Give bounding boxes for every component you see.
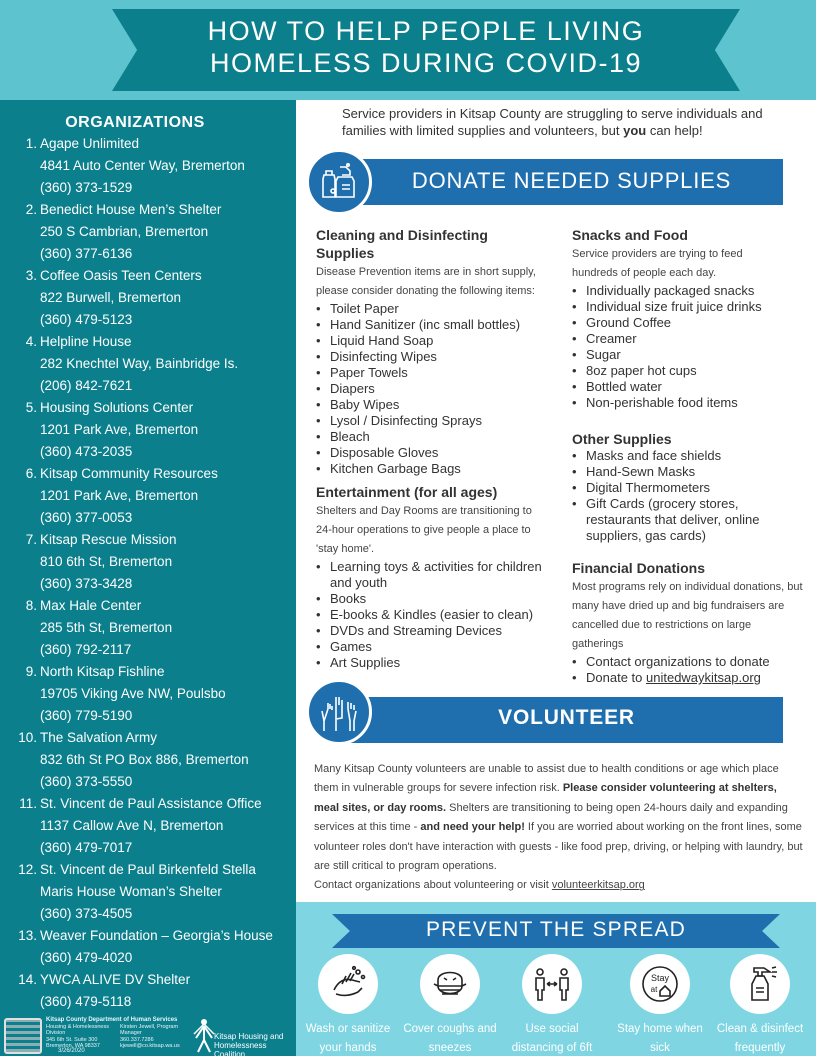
organization-address: 822 Burwell, Bremerton xyxy=(40,290,182,305)
cleaning-desc: Disease Prevention items are in short supply, please consider donating the following items: xyxy=(316,266,536,297)
list-item: • Hand-Sewn Masks xyxy=(572,464,804,480)
tip-label-line-1: Clean & disinfect xyxy=(716,1023,804,1035)
organization-phone: (360) 792-2117 xyxy=(40,642,132,657)
organization-item xyxy=(0,925,296,969)
list-item: • Gift Cards (grocery stores, restaurants that deliver, online suppliers, gas cards) xyxy=(572,496,804,544)
dept-line-2: 345 6th St. Suite 300 xyxy=(46,1036,98,1043)
tip-label-line-2: distancing of 6ft xyxy=(511,1042,593,1054)
cleaning-supplies-icon xyxy=(306,149,372,215)
organization-item xyxy=(0,199,296,265)
volunteer-p1: Many Kitsap County volunteers are unable to assist due to health conditions or age which place them in vulnerable groups for severe infection risk. xyxy=(314,763,779,795)
organization-number: 8. xyxy=(25,598,37,613)
tip-label-line-2: frequently xyxy=(734,1042,786,1054)
list-item: • Hand Sanitizer (inc small bottles) xyxy=(316,317,560,333)
tip-wash-hands xyxy=(298,954,398,1056)
organization-number: 13. xyxy=(18,928,37,943)
entertainment-desc: Shelters and Day Rooms are transitioning to 24-hour operations to give people a place to 'stay home'. xyxy=(316,505,532,555)
tip-label xyxy=(502,1020,602,1056)
organizations-heading: ORGANIZATIONS xyxy=(65,114,205,131)
list-item: • Disposable Gloves xyxy=(316,445,560,461)
snacks-items-list xyxy=(572,283,804,411)
organization-phone: (360) 779-5190 xyxy=(40,708,133,723)
tip-label xyxy=(400,1020,500,1056)
organization-address: 4841 Auto Center Way, Bremerton xyxy=(40,158,245,173)
stay-at-home-icon xyxy=(630,954,690,1014)
coalition-logo xyxy=(190,1016,296,1056)
organizations-list xyxy=(0,133,296,1013)
tip-label xyxy=(298,1020,398,1056)
cough-mask-icon xyxy=(420,954,480,1014)
entertainment-items-list xyxy=(316,559,560,671)
organization-phone: (206) 842-7621 xyxy=(40,378,133,393)
organization-name: YWCA ALIVE DV Shelter xyxy=(40,972,191,987)
flyer-date: 3/26/2020 xyxy=(58,1048,85,1054)
list-item: • E-books & Kindles (easier to clean) xyxy=(316,607,560,623)
organization-address: 250 S Cambrian, Bremerton xyxy=(40,224,209,239)
financial-items-list xyxy=(572,654,804,686)
page-title xyxy=(112,15,740,79)
organization-item xyxy=(0,331,296,397)
financial-desc: Most programs rely on individual donations, but many have dried up and big fundraisers are cancelled due to restrictions on large gatherings xyxy=(572,581,803,650)
list-item: • Bottled water xyxy=(572,379,804,395)
hand-washing-icon xyxy=(318,954,378,1014)
organization-number: 11. xyxy=(19,796,37,811)
title-line-1: HOW TO HELP PEOPLE LIVING xyxy=(207,16,645,46)
organization-phone: (360) 377-6136 xyxy=(40,246,133,261)
organization-number: 2. xyxy=(25,202,37,217)
organization-item xyxy=(0,793,296,859)
volunteer-p4: Contact organizations about volunteering or visit xyxy=(314,879,552,892)
intro-part-2: can help! xyxy=(646,123,703,138)
organization-address: Maris House Woman’s Shelter xyxy=(40,884,222,899)
list-item: • 8oz paper hot cups xyxy=(572,363,804,379)
organization-name: Housing Solutions Center xyxy=(40,400,194,415)
tip-clean-disinfect xyxy=(710,954,810,1056)
dept-line-1: Housing & Homelessness Division xyxy=(46,1023,109,1036)
tip-stay-home xyxy=(610,954,710,1056)
cleaning-title: Cleaning and Disinfecting Supplies xyxy=(316,227,488,261)
list-item: • Ground Coffee xyxy=(572,315,804,331)
organization-address: 1201 Park Ave, Bremerton xyxy=(40,422,199,437)
volunteer-section-title: VOLUNTEER xyxy=(498,706,635,729)
spray-bottle-icon xyxy=(730,954,790,1014)
dept-contact-3: kjewell@co.kitsap.wa.us xyxy=(120,1043,180,1049)
organization-item xyxy=(0,859,296,925)
organization-name: Kitsap Community Resources xyxy=(40,466,218,481)
tip-label-line-2: your hands xyxy=(319,1042,377,1054)
list-item: • Diapers xyxy=(316,381,560,397)
organization-number: 1. xyxy=(25,136,37,151)
organization-item xyxy=(0,397,296,463)
other-items-list xyxy=(572,448,804,544)
organization-address: 832 6th St PO Box 886, Bremerton xyxy=(40,752,249,767)
organization-phone: (360) 479-4020 xyxy=(40,950,133,965)
prevent-section xyxy=(296,902,816,1056)
list-item: • Learning toys & activities for children and youth xyxy=(316,559,560,591)
county-department-info xyxy=(46,1017,186,1050)
list-item: • Toilet Paper xyxy=(316,301,560,317)
organization-phone: (360) 473-2035 xyxy=(40,444,133,459)
organization-phone: (360) 373-5550 xyxy=(40,774,133,789)
organization-phone: (360) 373-4505 xyxy=(40,906,133,921)
tip-label-line-2: sneezes xyxy=(428,1042,472,1054)
coalition-line-2: Homelessness Coalition xyxy=(214,1041,267,1056)
organization-item xyxy=(0,133,296,199)
tip-label xyxy=(610,1020,710,1056)
stay-label: Stay xyxy=(650,973,670,983)
organization-number: 9. xyxy=(25,664,37,679)
organization-name: Weaver Foundation – Georgia’s House xyxy=(40,928,273,943)
volunteer-b1: Please consider volunteering at shelters, meal sites, or day rooms. xyxy=(314,782,777,814)
unitedway-link[interactable]: unitedwaykitsap.org xyxy=(646,670,761,685)
organization-phone: (360) 373-1529 xyxy=(40,180,133,195)
header xyxy=(0,0,816,100)
dept-contact-2: 360.337.7286 xyxy=(120,1036,154,1043)
raised-hands-icon xyxy=(306,679,372,745)
list-item: • Non-perishable food items xyxy=(572,395,804,411)
organization-name: The Salvation Army xyxy=(40,730,158,745)
organization-number: 5. xyxy=(25,400,37,415)
organization-name: Agape Unlimited xyxy=(40,136,140,151)
at-label: at xyxy=(650,985,658,994)
title-line-2: HOMELESS DURING COVID-19 xyxy=(209,48,643,78)
list-item: • Paper Towels xyxy=(316,365,560,381)
organization-name: Max Hale Center xyxy=(40,598,142,613)
financial-title: Financial Donations xyxy=(572,560,706,576)
organization-name: Coffee Oasis Teen Centers xyxy=(40,268,202,283)
snacks-title: Snacks and Food xyxy=(572,227,688,243)
list-item: • Sugar xyxy=(572,347,804,363)
tip-label-line-1: Cover coughs and xyxy=(403,1023,497,1035)
organization-phone: (360) 479-5123 xyxy=(40,312,133,327)
organization-phone: (360) 479-7017 xyxy=(40,840,133,855)
county-seal-icon xyxy=(4,1018,42,1054)
intro-emphasis: you xyxy=(623,123,647,138)
tip-label-line-1: Stay home when xyxy=(617,1023,703,1035)
organization-item xyxy=(0,727,296,793)
donate-section-title: DONATE NEEDED SUPPLIES xyxy=(411,168,732,193)
list-item: • Art Supplies xyxy=(316,655,560,671)
tip-label xyxy=(710,1020,810,1056)
cleaning-items-list xyxy=(316,301,560,477)
organization-address: 1137 Callow Ave N, Bremerton xyxy=(40,818,224,833)
organization-item xyxy=(0,661,296,727)
coalition-figure-icon xyxy=(192,1018,216,1054)
donate-right-column xyxy=(572,226,804,686)
entertainment-title: Entertainment (for all ages) xyxy=(316,484,498,500)
organization-item xyxy=(0,529,296,595)
organization-address: 810 6th St, Bremerton xyxy=(40,554,173,569)
organization-address: 19705 Viking Ave NW, Poulsbo xyxy=(40,686,226,701)
dept-contact-1: Kirsten Jewell, Program Manager xyxy=(120,1023,179,1036)
organization-phone: (360) 479-5118 xyxy=(40,994,132,1009)
other-title: Other Supplies xyxy=(572,431,672,447)
list-item: • Games xyxy=(316,639,560,655)
volunteer-p3: If you are worried about working on the front lines, some volunteer roles don't have interaction with guests - like food prep, driving, or helping with laundry, but are still critical to program operations. xyxy=(314,821,803,873)
coalition-name xyxy=(214,1032,296,1056)
list-item: • Masks and face shields xyxy=(572,448,804,464)
donate-prefix: Donate to xyxy=(586,670,646,685)
tip-label-line-1: Wash or sanitize xyxy=(305,1023,391,1035)
organization-name: St. Vincent de Paul Assistance Office xyxy=(40,796,262,811)
list-item: • Disinfecting Wipes xyxy=(316,349,560,365)
footer-logos xyxy=(0,1012,296,1056)
list-item: • Lysol / Disinfecting Sprays xyxy=(316,413,560,429)
organization-number: 4. xyxy=(25,334,37,349)
organization-name: St. Vincent de Paul Birkenfeld Stella xyxy=(40,862,256,877)
organization-name: Helpline House xyxy=(40,334,132,349)
organization-name: Kitsap Rescue Mission xyxy=(40,532,177,547)
coalition-line-1: Kitsap Housing and xyxy=(214,1032,284,1041)
organization-number: 12. xyxy=(18,862,37,877)
organization-address: 1201 Park Ave, Bremerton xyxy=(40,488,199,503)
volunteerkitsap-link[interactable]: volunteerkitsap.org xyxy=(551,879,645,892)
list-item: • Contact organizations to donate xyxy=(572,654,804,670)
tip-label-line-1: Use social xyxy=(525,1023,579,1035)
list-item: • Digital Thermometers xyxy=(572,480,804,496)
donate-left-column xyxy=(316,226,560,671)
donate-section-bar xyxy=(340,159,783,205)
volunteer-section-bar xyxy=(340,697,783,743)
organization-item xyxy=(0,265,296,331)
social-distancing-icon xyxy=(522,954,582,1014)
organization-number: 10. xyxy=(18,730,37,745)
organizations-sidebar xyxy=(0,100,296,1056)
intro-text xyxy=(342,105,782,139)
organization-number: 7. xyxy=(25,532,37,547)
list-item: • Individually packaged snacks xyxy=(572,283,804,299)
organization-number: 6. xyxy=(25,466,37,481)
organization-address: 285 5th St, Bremerton xyxy=(40,620,173,635)
snacks-desc: Service providers are trying to feed hundreds of people each day. xyxy=(572,248,743,279)
volunteer-text xyxy=(314,760,804,896)
organization-name: North Kitsap Fishline xyxy=(40,664,165,679)
list-item: • DVDs and Streaming Devices xyxy=(316,623,560,639)
dept-line-3: Bremerton, WA 98337 xyxy=(46,1043,100,1049)
list-item: • Bleach xyxy=(316,429,560,445)
list-item: • Kitchen Garbage Bags xyxy=(316,461,560,477)
organization-item xyxy=(0,595,296,661)
list-item: • Creamer xyxy=(572,331,804,347)
dept-name: Kitsap County Department of Human Services xyxy=(46,1017,178,1023)
volunteer-p2: Shelters are transitioning to being open 24-hours daily and expanding services at this time - xyxy=(314,801,788,834)
list-item: • Liquid Hand Soap xyxy=(316,333,560,349)
organization-phone: (360) 377-0053 xyxy=(40,510,133,525)
organization-number: 14. xyxy=(18,972,37,987)
organization-name: Benedict House Men’s Shelter xyxy=(40,202,222,217)
tip-cover-cough xyxy=(400,954,500,1056)
organization-item xyxy=(0,463,296,529)
list-item xyxy=(572,670,804,686)
list-item: • Books xyxy=(316,591,560,607)
organization-item xyxy=(0,969,296,1013)
list-item: • Individual size fruit juice drinks xyxy=(572,299,804,315)
intro-part-1: Service providers in Kitsap County are struggling to serve individuals and families with limited supplies and volunteers, but xyxy=(342,106,763,138)
tip-social-distancing xyxy=(502,954,602,1056)
organization-number: 3. xyxy=(25,268,37,283)
organization-phone: (360) 373-3428 xyxy=(40,576,133,591)
organization-address: 282 Knechtel Way, Bainbridge Is. xyxy=(40,356,239,371)
prevent-title: PREVENT THE SPREAD xyxy=(425,918,687,941)
volunteer-b2: and need your help! xyxy=(420,821,525,834)
tip-label-line-2: sick xyxy=(650,1042,670,1054)
list-item: • Baby Wipes xyxy=(316,397,560,413)
